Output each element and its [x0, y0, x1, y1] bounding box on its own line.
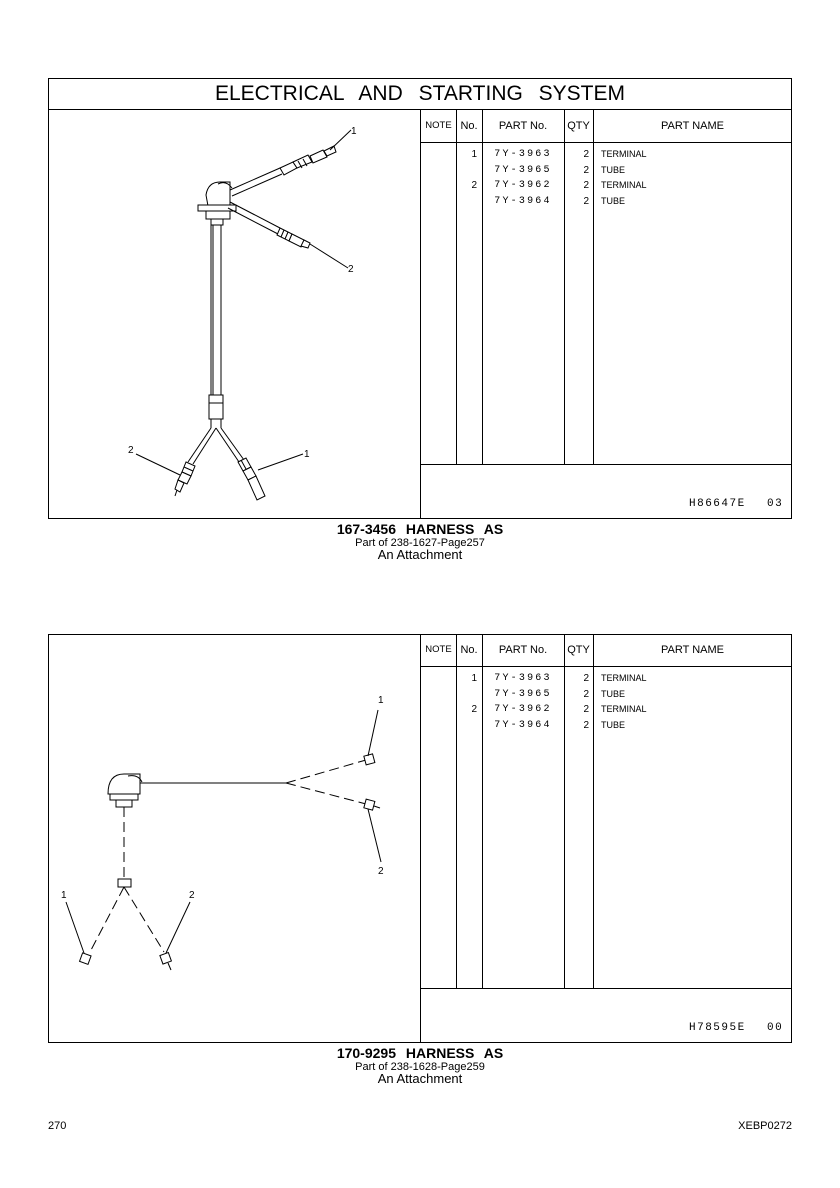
- part-number: 7Y-3963: [494, 673, 552, 684]
- header-part-name: PART NAME: [661, 120, 724, 132]
- table-row: [421, 718, 792, 734]
- callout-label: 1: [351, 126, 357, 137]
- quantity: 2: [583, 195, 589, 207]
- header-note: NOTE: [425, 120, 452, 131]
- table-row: [421, 671, 792, 687]
- illustration-1: [48, 110, 421, 519]
- illustration-revision: 03: [767, 498, 784, 510]
- table-row: [421, 163, 792, 179]
- illustration-code: H86647E: [689, 498, 746, 510]
- part-name: TUBE: [601, 164, 626, 175]
- illustration-revision: 00: [767, 1022, 784, 1034]
- header-part-name: PART NAME: [661, 644, 724, 656]
- part-number: 7Y-3964: [494, 719, 552, 731]
- part-name: TERMINAL: [601, 673, 647, 683]
- parts-table-1: [421, 110, 792, 519]
- harness-drawing-1: [48, 110, 421, 519]
- item-number: 1: [471, 673, 477, 684]
- harness-drawing-2: [48, 634, 421, 1043]
- caption-note: An Attachment: [377, 1071, 463, 1086]
- header-no: No.: [460, 644, 478, 656]
- part-number: 7Y-3962: [494, 704, 552, 715]
- quantity: 2: [583, 688, 589, 700]
- header-qty: QTY: [567, 120, 590, 132]
- illustration-2: [48, 634, 421, 1043]
- caption-title: 167-3456 HARNESS AS: [336, 521, 504, 537]
- quantity: 2: [583, 719, 589, 731]
- part-number: 7Y-3962: [494, 180, 552, 191]
- quantity: 2: [583, 149, 589, 160]
- table-row: [421, 687, 792, 703]
- item-number: 2: [471, 180, 477, 191]
- part-name: TERMINAL: [601, 180, 647, 190]
- parts-table-2: [421, 634, 792, 1043]
- part-number: 7Y-3965: [494, 688, 552, 700]
- part-number: 7Y-3964: [494, 195, 552, 207]
- part-name: TERMINAL: [601, 704, 647, 714]
- header-qty: QTY: [567, 644, 590, 656]
- callout-label: 1: [378, 695, 384, 706]
- part-name: TERMINAL: [601, 149, 647, 159]
- table-row: [421, 147, 792, 163]
- table-row: [421, 702, 792, 718]
- page-title: ELECTRICAL AND STARTING SYSTEM: [48, 78, 792, 110]
- caption-title: 170-9295 HARNESS AS: [336, 1045, 504, 1061]
- part-name: TUBE: [601, 195, 626, 206]
- header-part-no: PART No.: [498, 644, 548, 656]
- caption-part-of: Part of 238-1628-Page259: [355, 1061, 485, 1073]
- part-name: TUBE: [601, 719, 626, 730]
- callout-label: 1: [304, 449, 310, 460]
- part-name: TUBE: [601, 688, 626, 699]
- caption-note: An Attachment: [377, 547, 463, 562]
- header-note: NOTE: [425, 644, 452, 655]
- header-part-no: PART No.: [498, 120, 548, 132]
- callout-label: 1: [61, 890, 67, 901]
- part-number: 7Y-3963: [494, 149, 552, 160]
- document-code: XEBP0272: [738, 1120, 792, 1132]
- part-number: 7Y-3965: [494, 164, 552, 176]
- callout-label: 2: [378, 866, 384, 877]
- quantity: 2: [583, 704, 589, 715]
- header-no: No.: [460, 120, 478, 132]
- callout-label: 2: [189, 890, 195, 901]
- item-number: 1: [471, 149, 477, 160]
- page-number: 270: [48, 1120, 67, 1132]
- table-row: [421, 178, 792, 194]
- quantity: 2: [583, 164, 589, 176]
- callout-label: 2: [128, 445, 134, 456]
- quantity: 2: [583, 180, 589, 191]
- illustration-code: H78595E: [689, 1022, 746, 1034]
- quantity: 2: [583, 673, 589, 684]
- callout-label: 2: [348, 264, 354, 275]
- item-number: 2: [471, 704, 477, 715]
- table-row: [421, 194, 792, 210]
- caption-part-of: Part of 238-1627-Page257: [355, 537, 485, 549]
